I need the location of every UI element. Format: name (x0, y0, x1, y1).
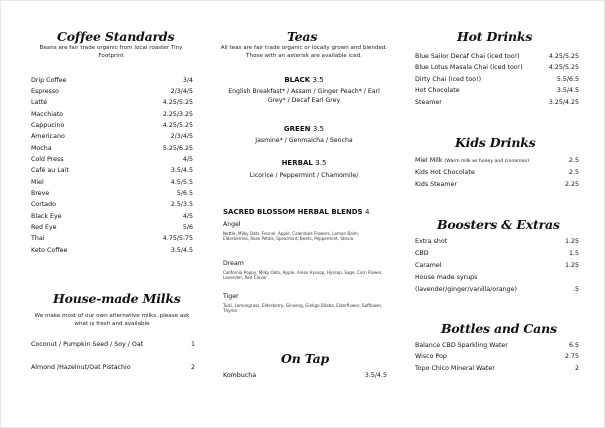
menu-item: Cappucino 4.25/5.25 (31, 122, 193, 129)
boosters-heading: Boosters & Extras (437, 217, 560, 232)
menu-item: Latte 4.25/5.25 (31, 99, 193, 106)
teas-note: All teas are fair trade organic or locally grown and blended. Those with an asterisk are available iced. (220, 45, 388, 59)
menu-item: Miel 4.5/5.5 (31, 179, 193, 186)
menu-item: Balance CBD Sparkling Water 6.5 (415, 342, 579, 349)
menu-item: Extra shot 1.25 (415, 238, 579, 245)
coffee-note: Beans are fair trade organic from local roaster Tiny Footprint (39, 45, 183, 59)
ontap-heading: On Tap (281, 351, 330, 366)
hot-drinks-heading: Hot Drinks (457, 29, 533, 44)
herbal-tea-list: Licorice / Peppermint / Chamomile/ (249, 172, 359, 179)
bottles-heading: Bottles and Cans (441, 321, 557, 336)
menu-item: Kids Hot Chocolate 2.5 (415, 169, 579, 176)
menu-item: CBD 1.5 (415, 250, 579, 257)
menu-item: Cold Press 4/5 (31, 156, 193, 163)
menu-item: Red Eye 5/6 (31, 224, 193, 231)
menu-item: Kombucha 3.5/4.5 (223, 372, 387, 379)
blend-description: California Poppy, Milky Oats, Apple, Anise Hyssop, Hyssop, Sage, Corn Flower, Lavender, Red Clover (223, 270, 383, 281)
menu-item: Breve 5/6.5 (31, 190, 193, 197)
menu-item: Hot Chocolate 3.5/4.5 (415, 87, 579, 94)
menu-item: Blue Lotus Masala Chai (iced too!) 4.25/5.25 (415, 64, 579, 71)
menu-item: Dirty Chai (iced too!) 5.5/6.5 (415, 76, 579, 83)
teas-heading: Teas (287, 29, 318, 44)
menu-item: Miel Milk (Warm milk w/ honey and cinnamon) 2.5 (415, 157, 579, 164)
blend-name: Dream (223, 260, 244, 267)
menu-item: Kids Steamer 2.25 (415, 181, 579, 188)
menu-item: Coconut / Pumpkin Seed / Soy / Oat 1 (31, 341, 195, 348)
coffee-heading: Coffee Standards (57, 29, 175, 44)
menu-item: Steamer 3.25/4.25 (415, 99, 579, 106)
menu-item: Macchiato 2.25/3.25 (31, 111, 193, 118)
menu-item: Drip Coffee 3/4 (31, 77, 193, 84)
menu-item: Wisco Pop 2.75 (415, 353, 579, 360)
menu-item: Americano 2/3/4/5 (31, 133, 193, 140)
black-tea-list: English Breakfast* / Assam / Ginger Peach* / Earl Grey* / Decaf Earl Grey (228, 88, 380, 104)
black-tea-label: BLACK 3.5 (284, 76, 324, 84)
menu-item: Caramel 1.25 (415, 262, 579, 269)
blend-description: Tulsi, Lemongrass, Elderberry, Ginseng, Ginkgo Biloba, Elderflower, Safflower, Thyme (223, 303, 383, 314)
green-tea-list: Jasmine* / Genmaicha / Sencha (255, 137, 353, 144)
blends-label: SACRED BLOSSOM HERBAL BLENDS 4 (223, 208, 370, 216)
green-tea-label: GREEN 3.5 (283, 125, 325, 133)
menu-item: Keto Coffee 3.5/4.5 (31, 247, 193, 254)
menu-item: Blue Sailor Decaf Chai (iced too!) 4.25/5.25 (415, 53, 579, 60)
milks-heading: House-made Milks (53, 291, 181, 306)
menu-item: Cortado 2.5/3.5 (31, 201, 193, 208)
kids-drinks-heading: Kids Drinks (455, 135, 536, 150)
herbal-tea-label: HERBAL 3.5 (281, 159, 327, 167)
menu-item: Almond /Hazelnut/Oat Pistachio 2 (31, 364, 195, 371)
menu-item: House made syrups (415, 274, 478, 281)
blend-name: Tiger (223, 293, 239, 300)
menu-item: Espresso 2/3/4/5 (31, 88, 193, 95)
menu-item: Topo Chico Mineral Water 2 (415, 365, 579, 372)
milks-note: We make most of our own alternative milks, please ask what is fresh and available (34, 313, 190, 327)
menu-item: Mocha 5.25/6.25 (31, 145, 193, 152)
menu-item: Black Eye 4/5 (31, 213, 193, 220)
blend-description: Nettle, Milky Oats, Fennel, Apple, Calendula Flowers, Lemon Balm, Elderberries, Rose Petals, Spearmint, Beets, Peppermint, Stevia (223, 231, 360, 242)
menu-item: Thai 4.75/5.75 (31, 235, 193, 242)
menu-item: Café au Lait 3.5/4.5 (31, 167, 193, 174)
blend-name: Angel (223, 221, 241, 228)
menu-item: (lavender/ginger/vanilla/orange) .5 (415, 286, 579, 293)
